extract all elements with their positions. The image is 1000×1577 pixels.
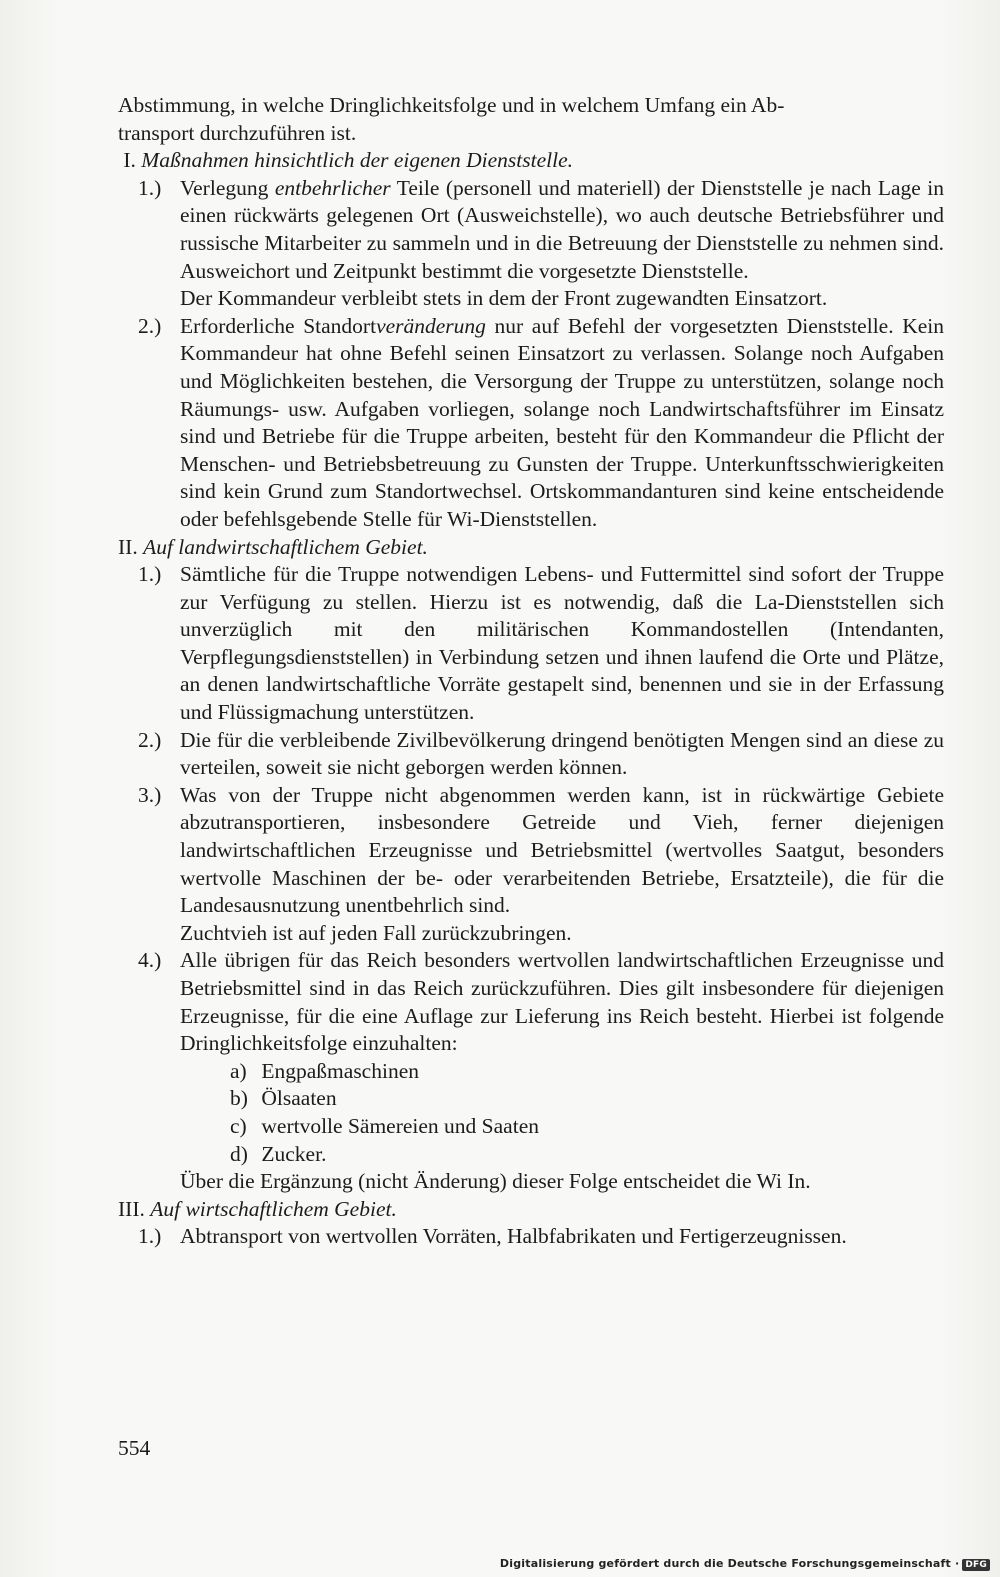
list-item	[118, 782, 944, 948]
item-number: 3.)	[138, 782, 162, 807]
section-heading-2	[118, 534, 944, 562]
dfg-logo: DFG	[962, 1559, 990, 1571]
item-extra-line: Der Kommandeur verbleibt stets in dem der Front zugewandten Einsatzort.	[180, 286, 828, 311]
item-text: Abtransport von wertvollen Vorräten, Halbfabrikaten und Fertigerzeugnissen.	[180, 1224, 847, 1249]
item-text-emphasis: veränderung	[376, 313, 486, 338]
section-title: Auf wirtschaftlichem Gebiet.	[150, 1196, 397, 1221]
sublist-value: Engpaßmaschinen	[261, 1058, 419, 1083]
item-number: 2.)	[138, 727, 162, 752]
item-text	[180, 313, 944, 534]
item-extra-line: Zuchtvieh ist auf jeden Fall zurückzubringen.	[180, 920, 572, 945]
sublist-value: Zucker.	[261, 1141, 327, 1166]
list-item	[118, 313, 944, 534]
list-item	[118, 727, 944, 782]
item-text-part: Erforderliche Standort	[180, 313, 377, 338]
sublist-key: b)	[230, 1086, 248, 1111]
sublist-key: d)	[230, 1141, 248, 1166]
section-number: II.	[118, 534, 138, 559]
section-title: Maßnahmen hinsichtlich der eigenen Dienststelle.	[141, 148, 573, 173]
sublist-key: c)	[230, 1113, 247, 1138]
intro-paragraph	[118, 92, 944, 147]
section-heading-3	[118, 1196, 944, 1224]
item-number: 4.)	[138, 948, 162, 973]
list-item	[118, 1223, 944, 1251]
sublist-item	[118, 1141, 944, 1169]
sublist-item	[118, 1058, 944, 1086]
item-number: 1.)	[138, 1224, 162, 1249]
after-list-line: Über die Ergänzung (nicht Änderung) dieser Folge entscheidet die Wi In.	[180, 1169, 811, 1194]
item-text-emphasis: entbehrlicher	[274, 175, 391, 200]
list-item	[118, 947, 944, 1057]
intro-line-2: transport durchzuführen ist.	[118, 120, 357, 145]
body-text	[118, 92, 944, 1251]
section-number: I.	[123, 148, 136, 173]
item-number: 1.)	[138, 562, 162, 587]
section-heading-1	[118, 147, 944, 175]
item-text-part: Teile (personell und materiell) der Dienststelle je nach Lage in einen rückwärts gelegenen Ort (Ausweichstelle), wo auch deutsche Betriebsführer und russische Mitarbeiter zu sammeln und in die Betreuung der Dienststelle zu nehmen sind. Ausweichort und Zeitpunkt bestimmt die vorgesetzte Dienststelle.	[180, 175, 944, 283]
item-text: Alle übrigen für das Reich besonders wertvollen landwirtschaftlichen Erzeugnisse und Betriebsmittel sind in das Reich zurückzuführen. Dies gilt insbesondere für diejenigen Erzeugnisse, für die eine Auflage zur Lieferung ins Reich besteht. Hierbei ist folgende Dringlichkeitsfolge einzuhalten:	[180, 948, 944, 1056]
footer-text: Digitalisierung gefördert durch die Deutsche Forschungsgemeinschaft ·	[499, 1557, 960, 1570]
sublist-key: a)	[230, 1058, 247, 1083]
item-number: 1.)	[138, 175, 162, 200]
list-item	[118, 561, 944, 727]
item-text: Die für die verbleibende Zivilbevölkerung dringend benötigten Mengen sind an diese zu verteilen, soweit sie nicht geborgen werden können.	[180, 727, 944, 780]
item-text-part: nur auf Befehl der vorgesetzten Dienststelle. Kein Kommandeur hat ohne Befehl seinen Einsatzort zu verlassen. Solange noch Aufgaben und Möglichkeiten bestehen, die Versorgung der Truppe zu unterstützen, solange noch Räumungs- usw. Aufgaben vorliegen, solange noch Landwirtschaftsführer im Einsatz sind und Betriebe für die Truppe arbeiten, besteht für den Kommandeur die Pflicht der Menschen- und Betriebsbetreuung zu Gunsten der Truppe. Unterkunftsschwierigkeiten sind kein Grund zum Standortwechsel. Ortskommandanturen sind keine entscheidende oder befehlsgebende Stelle für Wi-Dienststellen.	[180, 313, 944, 531]
item-text-part: Verlegung	[180, 175, 275, 200]
sublist-value: Ölsaaten	[261, 1086, 337, 1111]
list-item	[118, 175, 944, 313]
intro-line-1: Abstimmung, in welche Dringlichkeitsfolge und in welchem Umfang ein Ab-	[118, 93, 785, 117]
section-title: Auf landwirtschaftlichem Gebiet.	[143, 534, 428, 559]
sublist-value: wertvolle Sämereien und Saaten	[261, 1113, 539, 1138]
item-text: Sämtliche für die Truppe notwendigen Lebens- und Futtermittel sind sofort der Truppe zur Verfügung zu stellen. Hierzu ist es notwendig, daß die La-Dienststellen sich unverzüglich mit den militärischen Kommandostellen (Intendanten, Verpflegungsdienststellen) in Verbindung setzen und ihnen laufend die Orte und Plätze, an denen landwirtschaftliche Vorräte gestapelt sind, benennen und sie in der Erfassung und Flüssigmachung unterstützen.	[180, 562, 944, 725]
section-number: III.	[118, 1196, 145, 1221]
item-text: Was von der Truppe nicht abgenommen werden kann, ist in rückwärtige Gebiete abzutransportieren, insbesondere Getreide und Vieh, ferner diejenigen landwirtschaftlichen Erzeugnisse und Betriebsmittel (wertvolles Saatgut, besonders wertvolle Maschinen der be- oder verarbeitenden Betriebe, Ersatzteile), die für die Landesausnutzung unentbehrlich sind.	[180, 782, 944, 918]
sublist-item	[118, 1113, 944, 1141]
page-number: 554	[118, 1436, 151, 1460]
sublist-item	[118, 1085, 944, 1113]
footer-credit	[500, 1557, 990, 1571]
item-number: 2.)	[138, 313, 162, 338]
item-text	[180, 175, 944, 285]
